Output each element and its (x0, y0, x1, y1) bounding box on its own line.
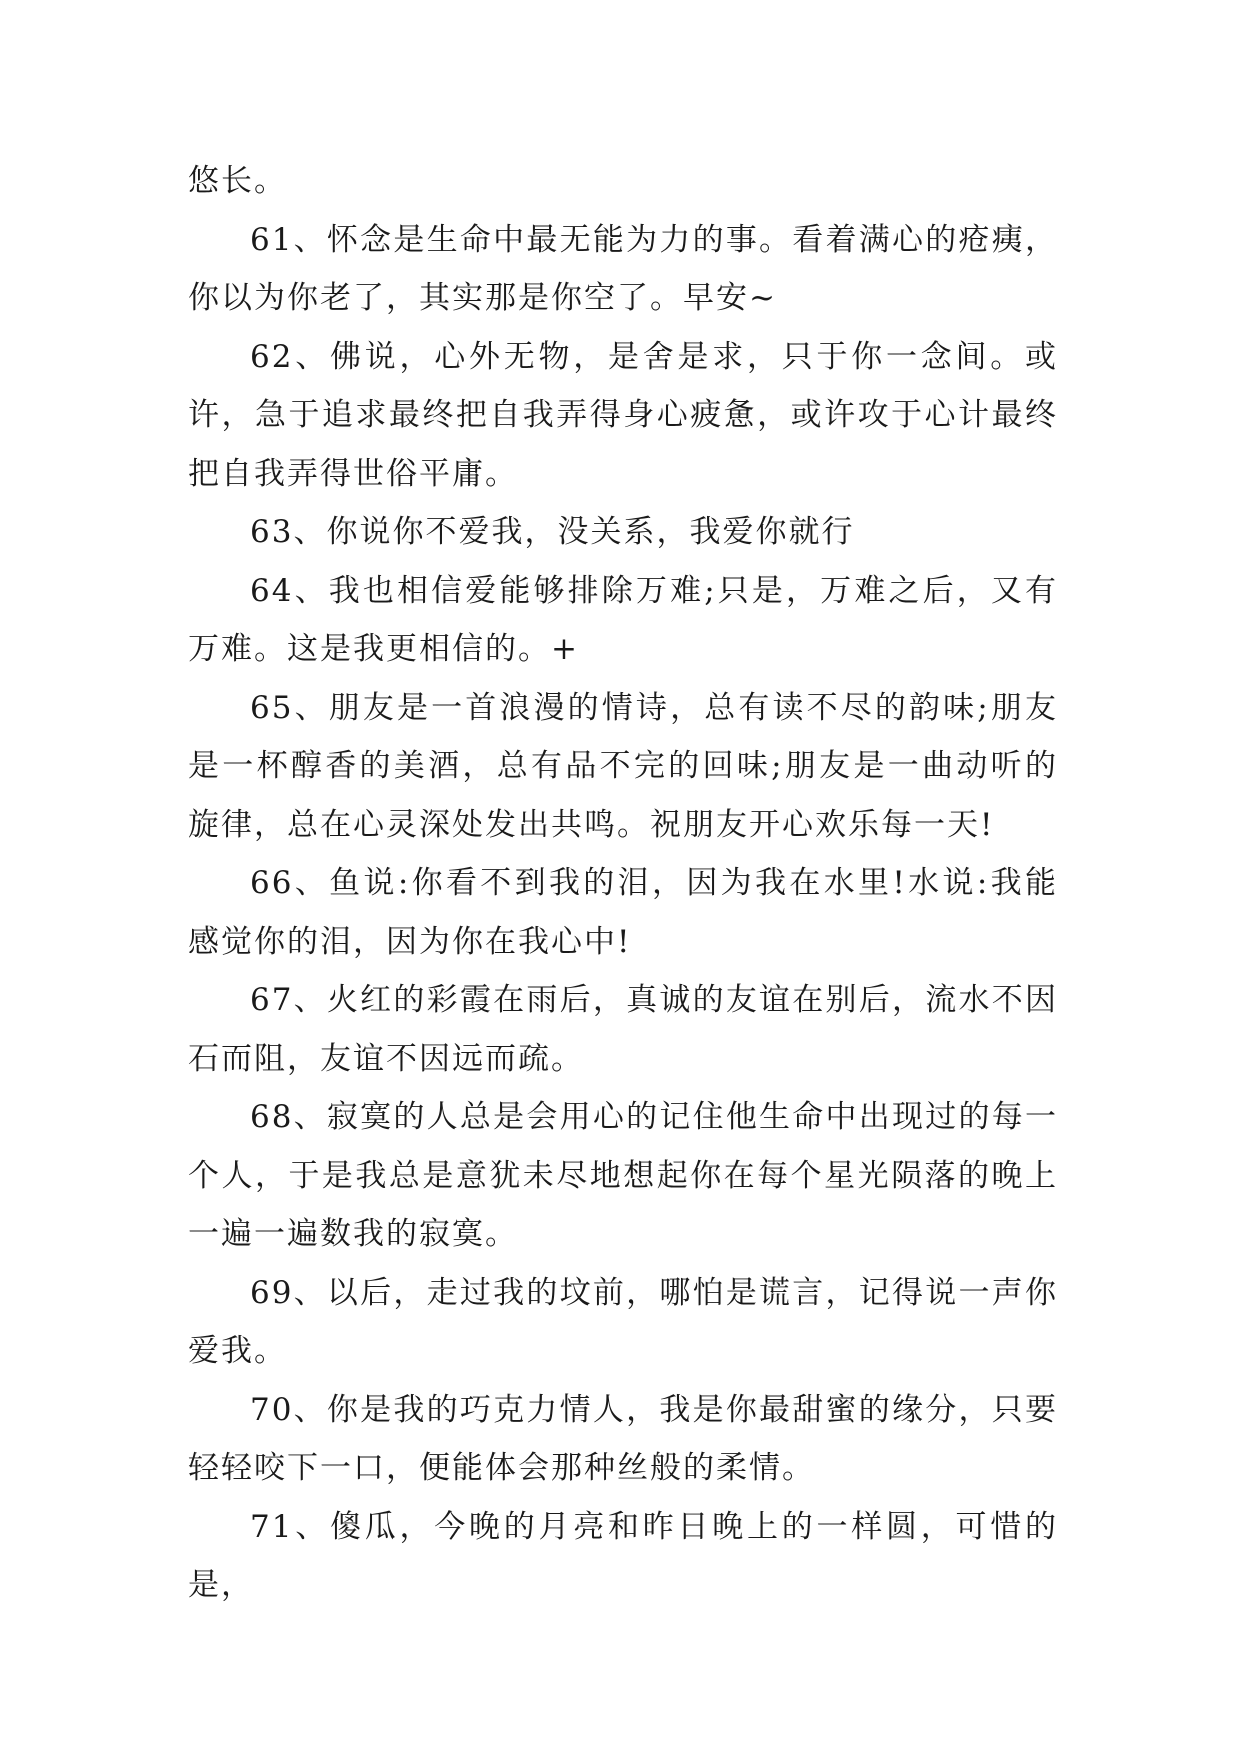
paragraph-65: 65、朋友是一首浪漫的情诗，总有读不尽的韵味;朋友是一杯醇香的美酒，总有品不完的回味;朋友是一曲动听的旋律，总在心灵深处发出共鸣。祝朋友开心欢乐每一天! (188, 689, 1058, 843)
paragraph-63: 63、你说你不爱我，没关系，我爱你就行 (250, 514, 855, 550)
paragraph-68: 68、寂寞的人总是会用心的记住他生命中出现过的每一个人，于是我总是意犹未尽地想起你在每个星光陨落的晚上一遍一遍数我的寂寞。 (188, 1099, 1058, 1252)
paragraph-64: 64、我也相信爱能够排除万难;只是，万难之后，又有万难。这是我更相信的。+ (188, 572, 1058, 667)
paragraph-70: 70、你是我的巧克力情人，我是你最甜蜜的缘分，只要轻轻咬下一口，便能体会那种丝般的柔情。 (188, 1391, 1058, 1486)
paragraph-69: 69、以后，走过我的坟前，哪怕是谎言，记得说一声你爱我。 (188, 1274, 1058, 1369)
paragraph-71: 71、傻瓜，今晚的月亮和昨日晚上的一样圆，可惜的是， (188, 1508, 1058, 1603)
paragraph-continuation: 悠长。 (188, 163, 287, 199)
paragraph-67: 67、火红的彩霞在雨后，真诚的友谊在别后，流水不因石而阻，友谊不因远而疏。 (188, 982, 1058, 1077)
paragraph-62: 62、佛说，心外无物，是舍是求，只于你一念间。或许，急于追求最终把自我弄得身心疲惫，或许攻于心计最终把自我弄得世俗平庸。 (188, 338, 1058, 492)
paragraph-66: 66、鱼说:你看不到我的泪，因为我在水里!水说:我能感觉你的泪，因为你在我心中! (188, 865, 1058, 960)
paragraph-61: 61、怀念是生命中最无能为力的事。看着满心的疮痍，你以为你老了，其实那是你空了。早安~ (188, 221, 1058, 316)
document-body (188, 152, 1058, 1615)
